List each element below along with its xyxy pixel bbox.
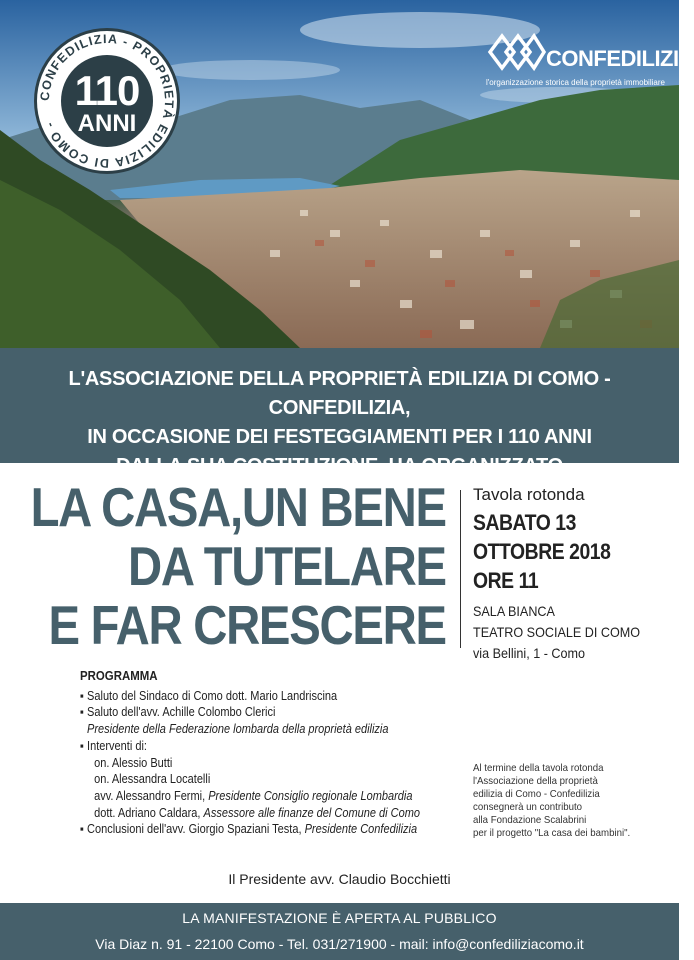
badge-center bbox=[61, 55, 153, 147]
program-item: ▪ Saluto dell'avv. Achille Colombo Clerici bbox=[80, 705, 276, 720]
title-line-3: E FAR CRESCERE bbox=[48, 594, 446, 656]
venue-address: via Bellini, 1 - Como bbox=[473, 645, 586, 661]
program-speaker bbox=[80, 788, 420, 805]
program-item: ▪ Interventi di: bbox=[80, 738, 147, 753]
title-line-2: DA TUTELARE bbox=[128, 535, 446, 597]
event-venue bbox=[473, 601, 640, 664]
event-details bbox=[473, 484, 659, 664]
venue-room: SALA BIANCA bbox=[473, 603, 555, 619]
speaker-role: Presidente Consiglio regionale Lombardia bbox=[208, 788, 413, 803]
event-date-month: OTTOBRE 2018 bbox=[473, 539, 611, 564]
anniversary-badge bbox=[34, 28, 180, 174]
program-speaker: on. Alessio Butti bbox=[94, 755, 173, 770]
footer bbox=[0, 903, 679, 960]
program-item-role bbox=[80, 721, 420, 738]
note-line: edilizia di Como - Confedilizia bbox=[473, 788, 600, 800]
badge-word: ANNI bbox=[77, 110, 137, 137]
intro-line-1: L'ASSOCIAZIONE DELLA PROPRIETÀ EDILIZIA DI COMO - CONFEDILIZIA, bbox=[68, 368, 611, 419]
note-line: per il progetto "La casa dei bambini". bbox=[473, 827, 631, 839]
program-heading: PROGRAMMA bbox=[80, 668, 158, 683]
hero-photo-como bbox=[0, 0, 694, 348]
program-item-text: Saluto del Sindaco di Como dott. Mario Landriscina bbox=[87, 688, 338, 703]
program-item-text: Conclusioni dell'avv. Giorgio Spaziani Testa, bbox=[87, 822, 305, 837]
footer-open-public: LA MANIFESTAZIONE È APERTA AL PUBBLICO bbox=[182, 910, 497, 926]
confedilizia-logo bbox=[486, 30, 694, 90]
program-item-text: Saluto dell'avv. Achille Colombo Clerici bbox=[87, 705, 276, 720]
note-line: l'Associazione della proprietà bbox=[473, 775, 598, 787]
program-item: ▪ Conclusioni dell'avv. Giorgio Spaziani Testa, Presidente Confedilizia bbox=[80, 822, 418, 837]
program-role-text: Presidente della Federazione lombarda della proprietà edilizia bbox=[87, 722, 389, 737]
intro-line-2-highlight: FESTEGGIAMENTI PER I 110 ANNI bbox=[273, 426, 592, 448]
program-item: ▪ Saluto del Sindaco di Como dott. Mario Landriscina bbox=[80, 688, 338, 703]
program-role-text: Presidente Confedilizia bbox=[304, 822, 418, 837]
vertical-divider bbox=[460, 490, 461, 648]
speaker-role: Assessore alle finanze del Comune di Como bbox=[203, 805, 420, 820]
event-date-day: SABATO 13 bbox=[473, 510, 576, 535]
speaker-name: dott. Adriano Caldara, bbox=[94, 805, 204, 820]
logo-tagline: l'organizzazione storica della proprietà immobiliare bbox=[486, 78, 665, 87]
intro-band bbox=[0, 348, 679, 477]
venue-theatre: TEATRO SOCIALE DI COMO bbox=[473, 624, 641, 640]
speaker-name: avv. Alessandro Fermi, bbox=[94, 788, 209, 803]
program bbox=[80, 668, 420, 838]
program-speaker bbox=[80, 805, 420, 822]
note-line: alla Fondazione Scalabrini bbox=[473, 814, 587, 826]
badge-number: 110 bbox=[74, 67, 140, 114]
program-speaker: on. Alessandra Locatelli bbox=[94, 772, 211, 787]
intro-line-3: DALLA SUA COSTITUZIONE, HA ORGANIZZATO bbox=[116, 455, 563, 477]
logo-name: CONFEDILIZIA bbox=[546, 46, 694, 71]
confedilizia-mark-icon bbox=[486, 30, 546, 74]
badge-ring-text: CONFEDILIZIA - PROPRIETÀ EDILIZIA DI COMO - bbox=[37, 31, 177, 171]
intro-line-2-pre: IN OCCASIONE DEI bbox=[87, 426, 274, 448]
donation-note bbox=[473, 762, 630, 840]
title-line-1: LA CASA,UN BENE bbox=[30, 476, 446, 538]
note-line: Al termine della tavola rotonda bbox=[473, 762, 604, 774]
program-item-text: Interventi di: bbox=[87, 738, 147, 753]
event-time: ORE 11 bbox=[473, 568, 539, 593]
event-title bbox=[31, 478, 446, 655]
president-signature: Il Presidente avv. Claudio Bocchietti bbox=[228, 871, 451, 887]
event-kind: Tavola rotonda bbox=[473, 485, 585, 504]
intro-line-2 bbox=[0, 423, 679, 452]
note-line: consegnerà un contributo bbox=[473, 801, 583, 813]
footer-contacts: Via Diaz n. 91 - 22100 Como - Tel. 031/271900 - mail: info@confediliziacomo.it bbox=[95, 936, 584, 952]
